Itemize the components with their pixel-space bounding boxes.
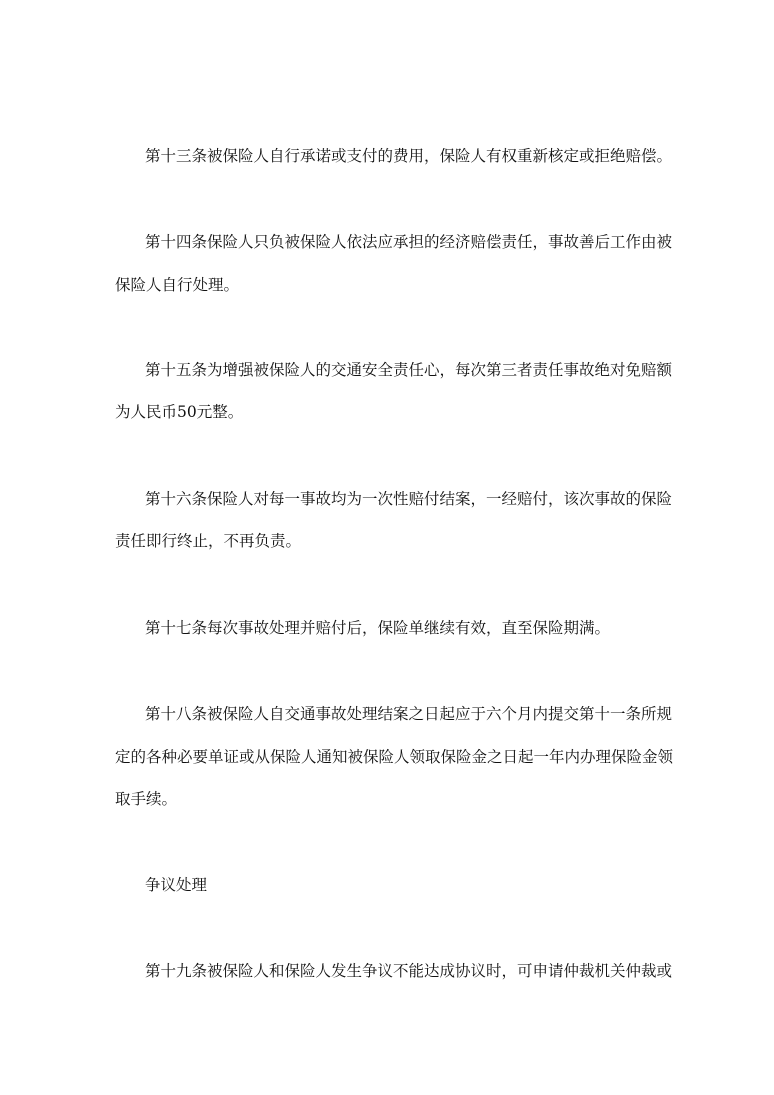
article-19-line-1: 第十九条被保险人和保险人发生争议不能达成协议时，可申请仲裁机关仲裁或 [145, 962, 673, 980]
article-15-line-2: 为人民币50元整。 [115, 403, 244, 421]
article-18-line-1: 第十八条被保险人自交通事故处理结案之日起应于六个月内提交第十一条所规 [145, 705, 673, 723]
article-14-line-1: 第十四条保险人只负被保险人依法应承担的经济赔偿责任，事故善后工作由被 [145, 233, 673, 251]
article-16-line-1: 第十六条保险人对每一事故均为一次性赔付结案，一经赔付，该次事故的保险 [145, 490, 673, 508]
article-17-line-1: 第十七条每次事故处理并赔付后，保险单继续有效，直至保险期满。 [145, 619, 611, 637]
article-15-line-1: 第十五条为增强被保险人的交通安全责任心，每次第三者责任事故绝对免赔额 [145, 361, 673, 379]
article-13-line-1: 第十三条被保险人自行承诺或支付的费用，保险人有权重新核定或拒绝赔偿。 [145, 147, 673, 165]
section-heading-dispute: 争议处理 [145, 876, 208, 894]
article-14-line-2: 保险人自行处理。 [115, 276, 240, 294]
article-18-line-2: 定的各种必要单证或从保险人通知被保险人领取保险金之日起一年内办理保险金领 [115, 748, 674, 766]
article-16-line-2: 责任即行终止，不再负责。 [115, 532, 302, 550]
article-18-line-3: 取手续。 [115, 790, 178, 808]
